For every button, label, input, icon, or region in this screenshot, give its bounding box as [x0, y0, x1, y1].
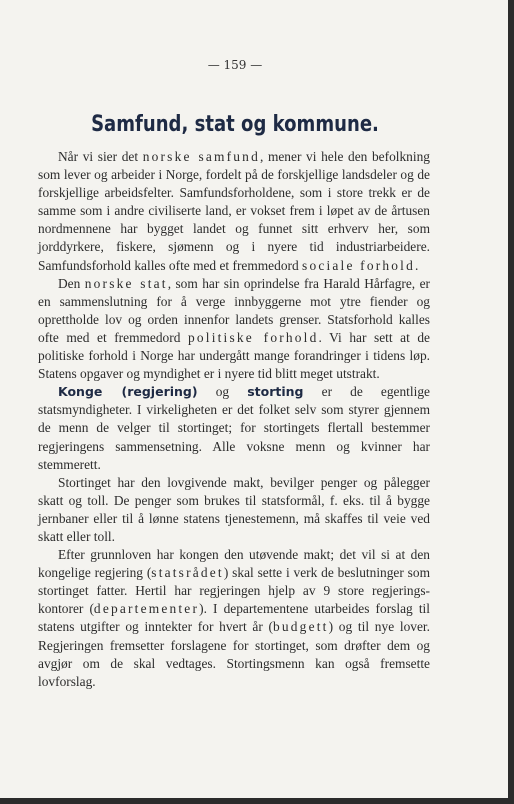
spaced-term: budgett [273, 619, 329, 635]
spaced-term: statsrådet [151, 565, 224, 581]
paragraph [38, 474, 430, 546]
text-run: , mener vi hele den befolkning som lever og arbeider i Norge, fordelt på de forskjellige landsdeler og de forskjellige arbeidsfelter. Samfundsforholdene, som i store trekk er de samme som i andre civiliserte land, er vokset frem i løpet av de årtusen nordmennene har bygget landet og funnet sitt erhverv her, som jorddyrkere, fiskere, sjømenn og i nyere tid industriarbeidere. Samfundsforhold kalles ofte med et fremmedord [38, 149, 430, 273]
text-run: . [414, 257, 419, 273]
paragraph [38, 383, 430, 473]
text-run: ) og til nye lover. Regjeringen fremsetter forslagene for stortinget, som drøfter dem og avgjør om de skal vedtages. Stortingsmenn kan også fremsette lovforslag. [38, 619, 430, 689]
text-run: , som har sin oprindelse fra Harald Hårfagre, er en sammenslutning for å verge innbyggerne mot ytre fiender og oprettholde lov og orden innenfor landets grenser. Statsforhold kalles ofte med et fremmedord [38, 275, 430, 345]
text-run: Stortinget har den lovgivende makt, bevilger penger og pålegger skatt og toll. De penger som brukes til statsformål, f. eks. til å bygge jernbaner eller til å lønne statens tjenestemenn, må skaffes til veie ved skatt eller toll. [38, 474, 430, 544]
text-run: Den [58, 275, 85, 291]
text-run: ) skal sette i verk de beslutninger som stortinget fatter. Hertil har regjeringen hjelp av 9 store regjerings-kontorer ( [38, 565, 430, 617]
text-run: Når vi sier det [58, 149, 143, 164]
page-number: — 159 — [207, 58, 263, 72]
bold-term: storting [247, 384, 304, 400]
spaced-term: sociale forhold [302, 257, 415, 273]
text-run: Efter grunnloven har kongen den utøvende makt; det vil si at den kongelige regjering ( [38, 547, 430, 581]
text-run: er de egentlige statsmyndigheter. I virkeligheten er det folket selv som styrer gjennem de menn de velger til stortinget; for stortingets flertall bestemmer regjeringens sammensetning. Alle voksne menn og kvinner har stemmerett. [38, 384, 430, 472]
spaced-term: departementer [93, 601, 200, 617]
spaced-term: norske stat [84, 275, 168, 291]
body-text [38, 148, 430, 691]
text-run: ). I departementene utarbeides forslag til statens utgifter og inntekter for hvert år ( [38, 601, 430, 635]
paragraph [38, 546, 430, 691]
spaced-term: politiske forhold [187, 329, 319, 345]
text-run: og [197, 384, 248, 400]
text-run: . Vi har sett at de politiske forhold i Norge har undergått mange forandringer i tidens løp. Statens opgaver og myndighet er i nyere tid blitt meget utstrakt. [38, 329, 431, 382]
bold-term: Konge (regjering) [58, 384, 198, 400]
paragraph [38, 275, 430, 384]
page-title: Samfund, stat og kommune. [91, 112, 379, 137]
spaced-term: norske samfund [142, 149, 260, 164]
paragraph [38, 148, 430, 275]
